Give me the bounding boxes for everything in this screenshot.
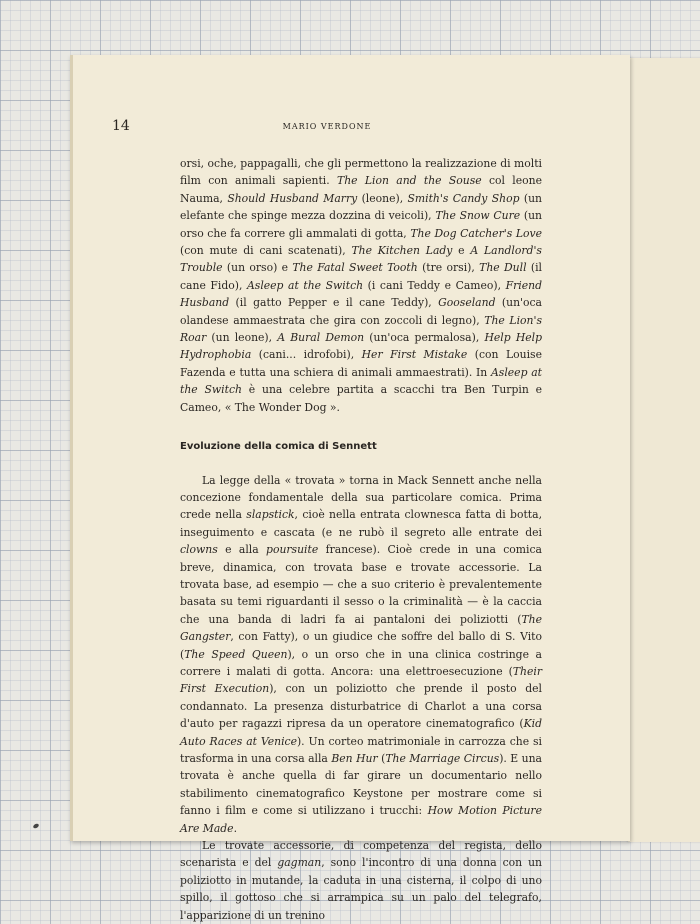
paragraph-3: [180, 837, 542, 924]
italic-title: Their First Execution: [180, 664, 542, 696]
italic-title: A Landlord's Trouble: [180, 244, 542, 275]
adjacent-page: [628, 58, 700, 842]
text-run: (: [377, 752, 386, 765]
pin-mark: [32, 823, 39, 829]
italic-title: The Fatal Sweet Tooth: [292, 261, 418, 275]
text-run: (i cani Teddy e Cameo),: [363, 278, 506, 292]
italic-title: The Lion's Roar: [180, 313, 542, 345]
italic-title: The Kitchen Lady: [351, 244, 453, 258]
italic-title: Asleep at the Switch: [180, 365, 542, 397]
text-run: ). E una trovata è anche quella di far girare un documentario nello stabilimento cinematografico Keystone per mostrare come si fanno i film e come si utilizzano i trucchi:: [180, 752, 542, 818]
italic-title: Gooseland: [438, 296, 496, 310]
italic-title: The Marriage Circus: [385, 752, 500, 765]
paragraph-2: [180, 472, 542, 838]
running-head: [112, 118, 542, 138]
italic-title: Kid Auto Races at Venice: [180, 717, 542, 748]
text-run: francese). Cioè crede in una comica breve, dinamica, con trovata base e trovate accessorie. La trovata base, ad esempio — che a suo criterio è prevalentemente basata su temi riguardanti il sesso o la criminalità — è la caccia che una banda di ladri fa ai pantaloni dei poliziotti (: [180, 543, 542, 626]
text-run: (un orso che fa correre gli ammalati di gotta,: [180, 209, 542, 240]
text-run: (un'oca olandese ammaestrata che gira con zoccoli di legno),: [180, 296, 542, 327]
text-run: (un elefante che spinge mezza dozzina di veicoli),: [180, 191, 542, 223]
text-run: ), o un orso che in una clinica costringe a correre i malati di gotta. Ancora: una elettroesecuzione (: [180, 647, 542, 678]
body-text: [180, 155, 542, 924]
page-number: 14: [112, 118, 130, 134]
text-run: e: [452, 244, 471, 258]
text-run: col leone Nauma,: [180, 174, 542, 205]
text-run: (il gatto Pepper e il cane Teddy),: [229, 296, 439, 310]
text-run: è una celebre partita a scacchi tra Ben Turpin e Cameo, « The Wonder Dog ».: [180, 383, 543, 414]
running-head-author: MARIO VERDONE: [282, 122, 372, 131]
italic-title: Help Help Hydrophobia: [180, 331, 542, 362]
text-run: (tre orsi),: [417, 261, 480, 275]
text-run: , cioè nella entrata clownesca fatta di botta, inseguimento e cascata (e ne rubò il segreto alle entrate dei: [180, 508, 542, 539]
text-run: (un orso) e: [222, 261, 293, 275]
text-run: , sono l'incontro di una donna con un poliziotto in mutande, la caduta in una cisterna, il colpo di uno spillo, il gottoso che si arrampica su un palo del telegrafo, l'apparizione di un trenino: [180, 856, 542, 922]
text-run: , con Fatty), o un giudice che soffre del ballo di S. Vito (: [180, 630, 542, 661]
italic-title: The Lion and the Souse: [337, 174, 482, 188]
text-run: Le trovate accessorie, di competenza del regista, dello scenarista e del: [180, 839, 542, 870]
italic-title: Her First Mistake: [361, 348, 468, 362]
italic-title: clowns: [180, 543, 218, 557]
text-run: (il cane Fido),: [180, 261, 542, 292]
italic-title: The Dog Catcher's Love: [410, 226, 543, 240]
italic-title: Smith's Candy Shop: [407, 191, 520, 205]
text-run: (cani... idrofobi),: [251, 348, 362, 362]
section-heading: Evoluzione della comica di Sennett: [180, 441, 377, 453]
text-run: ), con un poliziotto che prende il posto del condannato. La presenza disturbatrice di Charlot a una corsa d'auto per ragazzi ripresa da un operatore cinematografico (: [180, 682, 542, 731]
italic-title: slapstick: [246, 508, 295, 522]
text-run: ). Un corteo matrimoniale in carrozza che si trasforma in una corsa alla: [180, 734, 543, 765]
text-run: orsi, oche, pappagalli, che gli permettono la realizzazione di molti film con animali sapienti.: [180, 157, 542, 188]
italic-title: Asleep at the Switch: [246, 278, 364, 292]
italic-title: The Dull: [479, 261, 527, 275]
italic-title: poursuite: [266, 543, 319, 557]
italic-title: gagman: [277, 856, 322, 870]
italic-title: Friend Husband: [180, 278, 542, 310]
italic-title: Ben Hur: [331, 752, 378, 765]
italic-title: A Bural Demon: [277, 331, 365, 345]
text-run: (con mute di cani scatenati),: [180, 244, 352, 258]
text-run: La legge della « trovata » torna in Mack Sennett anche nella concezione fondamentale della sua particolare comica. Prima crede nella: [180, 473, 542, 522]
italic-title: Should Husband Marry: [227, 191, 358, 205]
text-run: (un'oca permalosa),: [364, 331, 485, 345]
text-run: (un leone),: [206, 331, 278, 345]
text-run: (con Louise Fazenda e tutta una schiera di animali ammaestrati). In: [180, 348, 542, 379]
italic-title: How Motion Picture Are Made: [180, 804, 542, 835]
paragraph-1: [180, 155, 542, 416]
italic-title: The Snow Cure: [435, 209, 521, 223]
italic-title: The Gangster: [180, 612, 542, 644]
text-run: e alla: [217, 543, 267, 557]
text-run: (leone),: [357, 191, 408, 205]
text-run: .: [233, 821, 238, 835]
italic-title: The Speed Queen: [184, 647, 288, 661]
